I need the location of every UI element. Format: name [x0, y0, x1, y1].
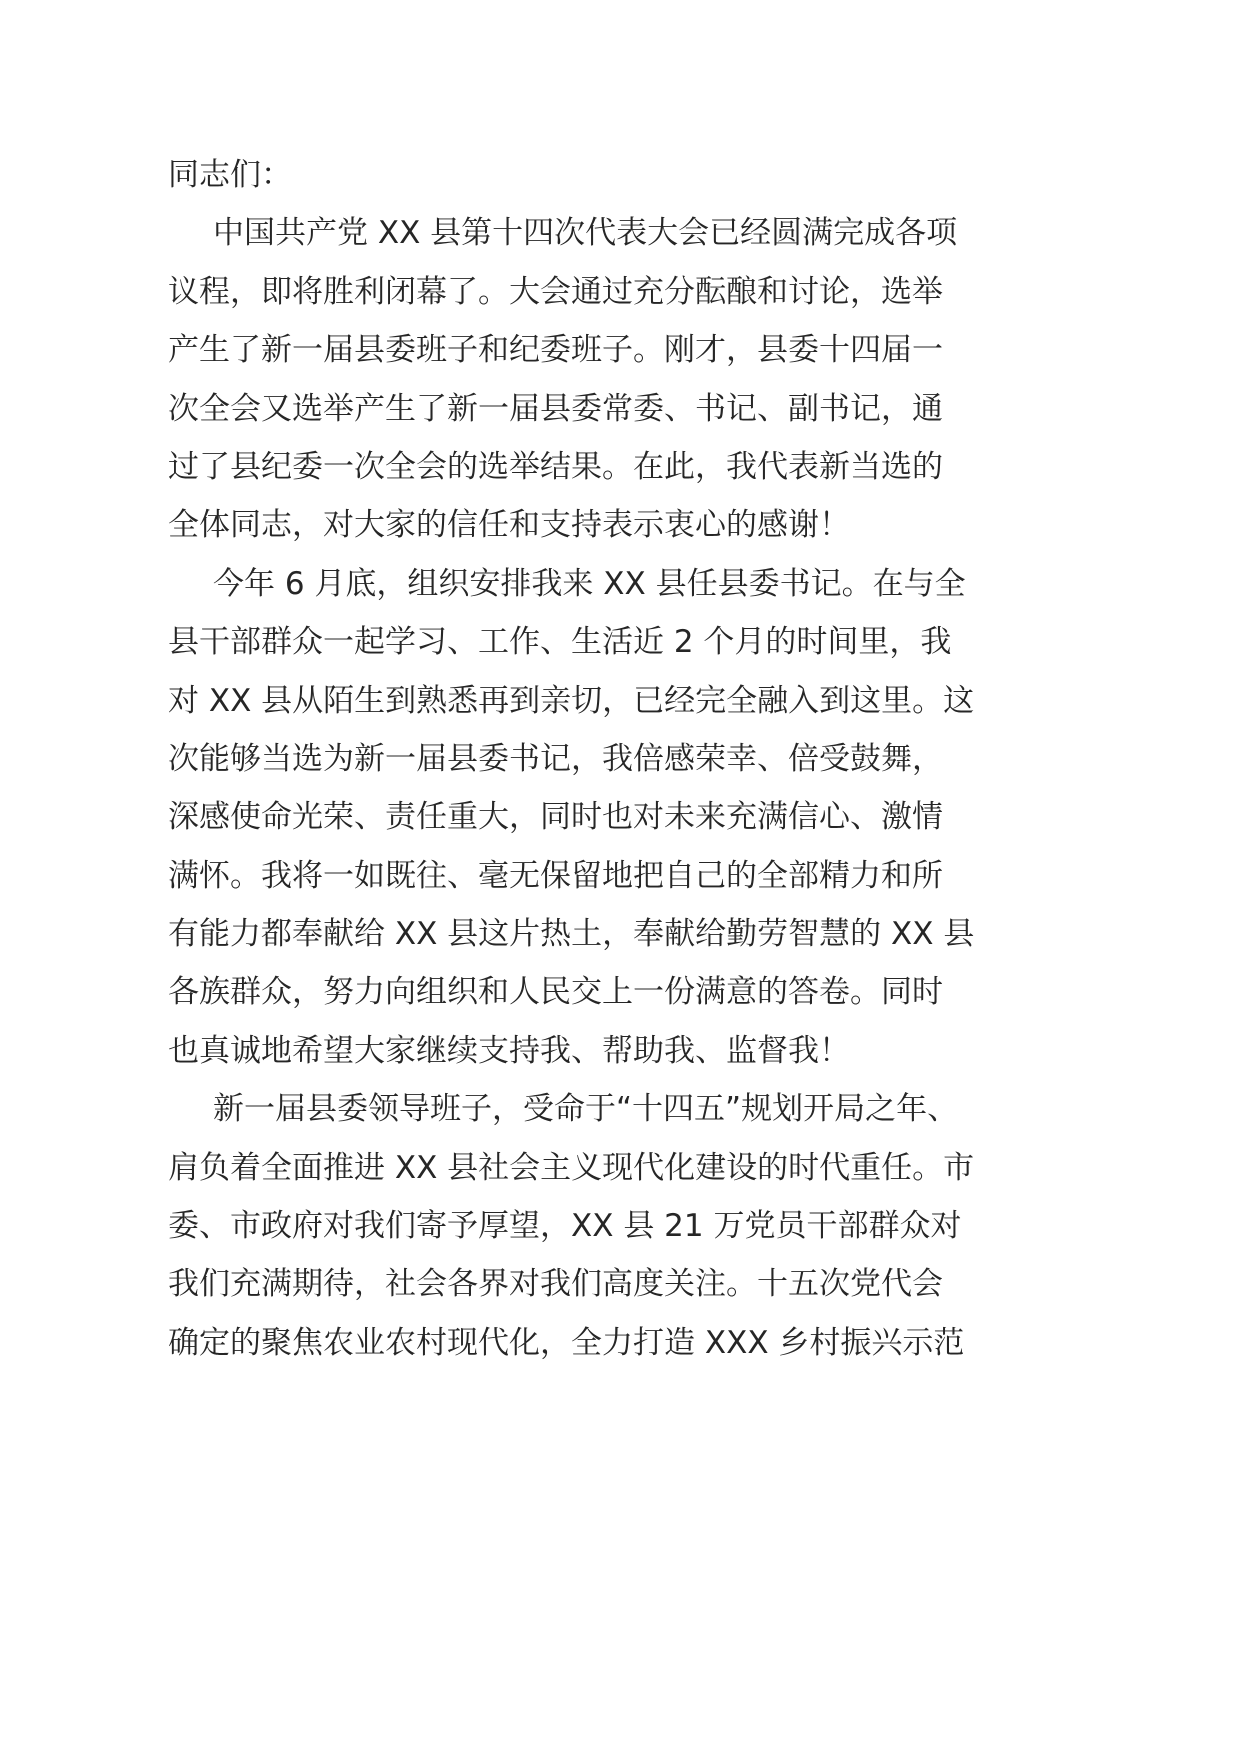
paragraph-line: 深感使命光荣、责任重大，同时也对未来充满信心、激情: [168, 799, 943, 836]
paragraph-line: 也真诚地希望大家继续支持我、帮助我、监督我！: [168, 1032, 850, 1069]
paragraph-line: 次全会又选举产生了新一届县委常委、书记、副书记，通: [168, 390, 943, 427]
paragraph-line: 肩负着全面推进 XX 县社会主义现代化建设的时代重任。市: [168, 1149, 975, 1186]
paragraph-line: 产生了新一届县委班子和纪委班子。刚才，县委十四届一: [168, 332, 943, 369]
document-body: [168, 146, 975, 1372]
paragraph-line: 新一届县委领导班子，受命于“十四五”规划开局之年、: [213, 1091, 959, 1128]
paragraph-line: 过了县纪委一次全会的选举结果。在此，我代表新当选的: [168, 448, 943, 485]
paragraph-2: [168, 555, 975, 1081]
paragraph-line: 议程，即将胜利闭幕了。大会通过充分酝酿和讨论，选举: [168, 273, 943, 310]
paragraph-3: [168, 1080, 975, 1372]
paragraph-line: 有能力都奉献给 XX 县这片热土，奉献给勤劳智慧的 XX 县: [168, 916, 975, 953]
salutation: 同志们：: [168, 157, 292, 193]
paragraph-line: 委、市政府对我们寄予厚望，XX 县 21 万党员干部群众对: [168, 1208, 962, 1245]
paragraph-line: 满怀。我将一如既往、毫无保留地把自己的全部精力和所: [168, 857, 943, 894]
paragraph-line: 各族群众，努力向组织和人民交上一份满意的答卷。同时: [168, 974, 943, 1011]
paragraph-1: [168, 204, 968, 554]
paragraph-line: 今年 6 月底，组织安排我来 XX 县任县委书记。在与全: [213, 565, 966, 602]
paragraph-line: 确定的聚焦农业农村现代化，全力打造 XXX 乡村振兴示范: [168, 1324, 965, 1361]
paragraph-line: 县干部群众一起学习、工作、生活近 2 个月的时间里，我: [168, 624, 952, 661]
paragraph-line: 次能够当选为新一届县委书记，我倍感荣幸、倍受鼓舞，: [168, 740, 943, 777]
paragraph-line: 我们充满期待，社会各界对我们高度关注。十五次党代会: [168, 1266, 943, 1303]
paragraph-line: 对 XX 县从陌生到熟悉再到亲切，已经完全融入到这里。这: [168, 682, 975, 719]
paragraph-line: 中国共产党 XX 县第十四次代表大会已经圆满完成各项: [213, 215, 958, 252]
paragraph-line: 全体同志，对大家的信任和支持表示衷心的感谢！: [168, 507, 850, 544]
